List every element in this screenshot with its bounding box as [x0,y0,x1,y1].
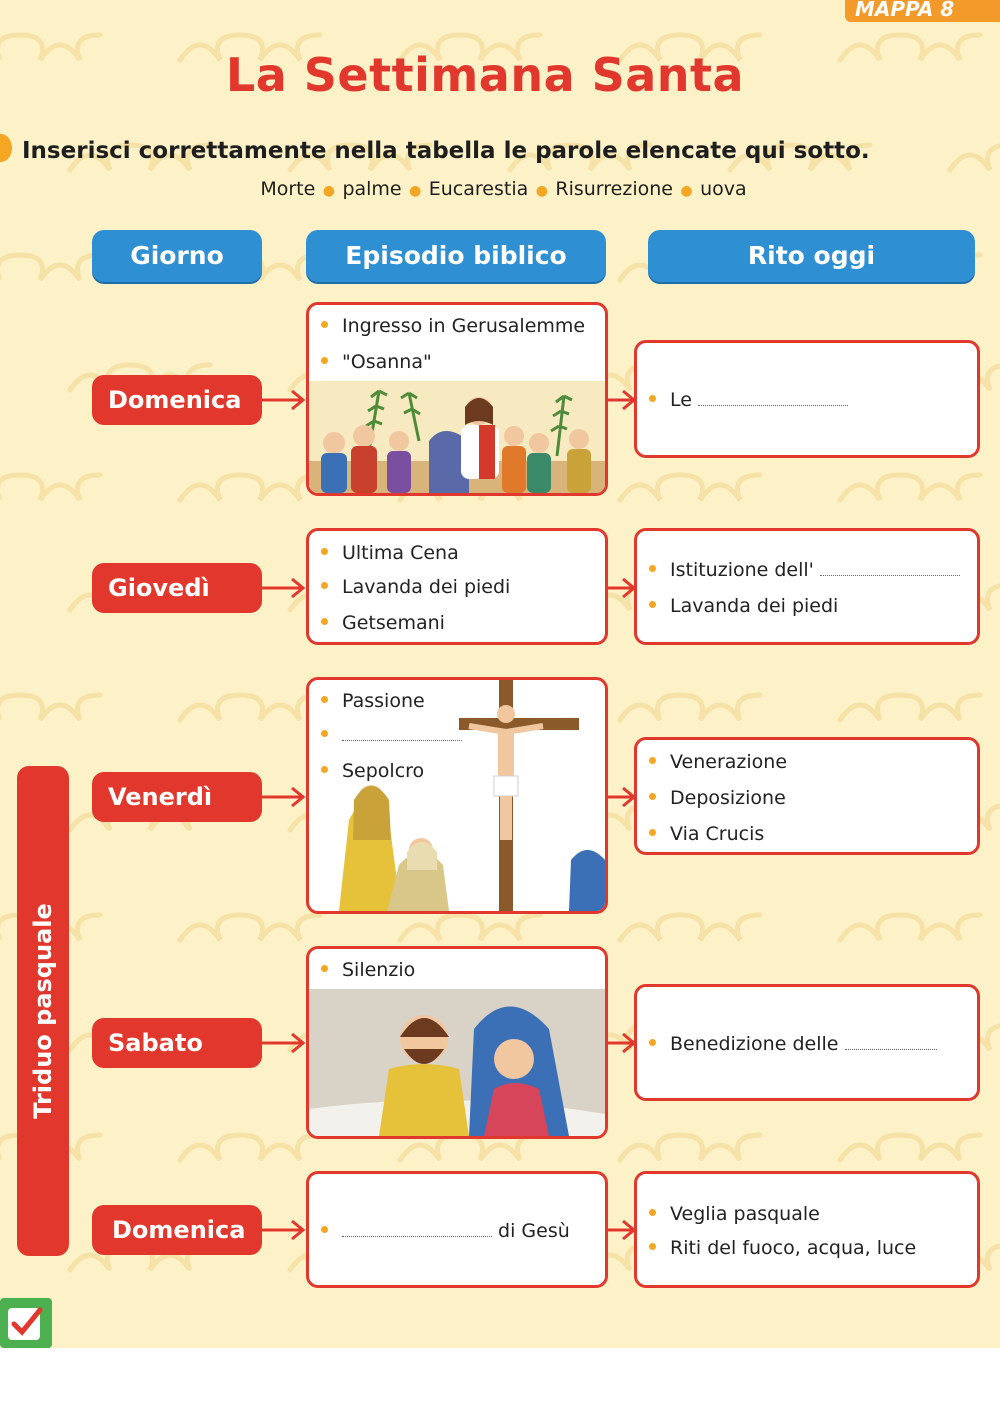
rite-item [649,823,764,845]
rite-item [649,559,960,581]
rite-box-sabato [634,984,980,1101]
header-day: Giorno [92,230,262,282]
background-swirl [840,695,980,720]
episode-text: Silenzio [342,959,416,981]
checkmark-icon [0,1298,52,1348]
episode-text: Lavanda dei piedi [342,576,511,598]
bullet-icon [649,601,656,608]
rite-text: Via Crucis [670,823,765,845]
header-episode: Episodio biblico [306,230,606,282]
episode-box-domenica-palme [306,302,608,496]
fill-in-blank[interactable] [342,726,462,741]
background-swirl [0,255,100,280]
bullet-icon [649,829,656,836]
bullet-icon [649,757,656,764]
background-swirl [620,1135,760,1160]
bullet-icon [321,965,328,972]
arrow-icon [262,574,308,602]
day-label-venerdi: Venerdì [92,772,262,822]
bullet-icon [321,618,328,625]
background-swirl [620,695,760,720]
word-bank-item: uova [700,178,747,200]
rite-box-domenica-pasqua [634,1171,980,1288]
word-bank [0,178,1000,200]
bullet-icon: ● [531,183,553,199]
background-swirl [180,695,320,720]
rite-text: Benedizione delle [670,1033,839,1055]
day-label-domenica-pasqua: Domenica [92,1205,262,1255]
rite-item [649,787,786,809]
background-swirl [180,1135,320,1160]
bullet-icon [321,548,328,555]
episode-text: Ultima Cena [342,542,459,564]
arrow-icon [262,783,308,811]
background-swirl [0,475,100,500]
episode-text: Sepolcro [342,760,425,782]
rite-item [649,751,787,773]
word-bank-item: Risurrezione [555,178,673,200]
episode-item [321,1220,570,1242]
rite-text: Le [670,389,692,411]
bullet-icon: ● [675,183,698,199]
arrow-icon [262,1216,308,1244]
bullet-icon [649,395,656,402]
episode-text: Getsemani [342,612,445,634]
episode-item [321,315,585,337]
day-label-domenica-palme: Domenica [92,375,262,425]
episode-text: Passione [342,690,425,712]
rite-item [649,1033,937,1055]
bullet-icon [649,793,656,800]
rite-text: Riti del fuoco, acqua, luce [670,1237,917,1259]
map-number-tag: MAPPA 8 [845,0,1000,22]
word-bank-item: palme [342,178,402,200]
rite-item [649,1203,820,1225]
fill-in-blank[interactable] [820,561,960,576]
episode-item [321,542,459,564]
episode-box-venerdi [306,677,608,914]
background-swirl [620,915,760,940]
rite-text: Venerazione [670,751,788,773]
bullet-icon [649,1039,656,1046]
background-swirl [180,475,320,500]
arrow-icon [262,1029,308,1057]
rite-text: Istituzione dell' [670,559,814,581]
bullet-icon [321,357,328,364]
background-swirl [400,915,540,940]
episode-box-sabato [306,946,608,1139]
bullet-icon [321,730,328,737]
bullet-icon [649,1243,656,1250]
bullet-icon [321,582,328,589]
episode-item [321,724,462,746]
crucifixion-illustration [309,680,605,911]
fill-in-blank[interactable] [698,391,848,406]
rite-item [649,1237,916,1259]
background-swirl [840,915,980,940]
rite-item [649,595,838,617]
background-swirl [180,915,320,940]
arrow-icon [262,386,308,414]
page-title: La Settimana Santa [225,48,745,102]
rite-text: Lavanda dei piedi [670,595,839,617]
palm-sunday-illustration [309,381,605,493]
bullet-icon [321,696,328,703]
word-bank-item: Eucarestia [428,178,529,200]
bullet-icon [321,766,328,773]
background-swirl [840,475,980,500]
fill-in-blank[interactable] [342,1222,492,1237]
rite-item [649,389,848,411]
instruction-text: Inserisci correttamente nella tabella le parole elencate qui sotto. [22,138,870,164]
day-label-giovedi: Giovedì [92,563,262,613]
triduo-label: Triduo pasquale [29,903,57,1119]
bullet-icon [649,565,656,572]
bullet-icon [649,1209,656,1216]
bullet-icon: ● [318,183,340,199]
episode-box-giovedi [306,528,608,645]
silence-illustration [309,989,605,1136]
episode-item [321,690,425,712]
episode-item [321,576,510,598]
bullet-icon [321,1226,328,1233]
episode-text: Ingresso in Gerusalemme [342,315,586,337]
episode-item [321,959,415,981]
background-swirl [840,1135,980,1160]
episode-text: "Osanna" [342,351,432,373]
episode-item [321,612,445,634]
background-swirl [620,475,760,500]
episode-text: di Gesù [498,1220,570,1242]
day-label-sabato: Sabato [92,1018,262,1068]
fill-in-blank[interactable] [845,1035,937,1050]
episode-item [321,351,432,373]
word-bank-item: Morte [260,178,316,200]
bullet-icon: ● [404,183,426,199]
rite-box-venerdi [634,737,980,855]
episode-item [321,760,424,782]
bullet-icon [321,321,328,328]
background-swirl [0,695,100,720]
rite-box-giovedi [634,528,980,645]
rite-text: Veglia pasquale [670,1203,820,1225]
episode-box-domenica-pasqua [306,1171,608,1288]
background-swirl [950,145,1000,170]
triduo-label-wrap [17,766,69,1256]
header-rite: Rito oggi [648,230,975,282]
rite-text: Deposizione [670,787,786,809]
rite-box-domenica-palme [634,340,980,458]
